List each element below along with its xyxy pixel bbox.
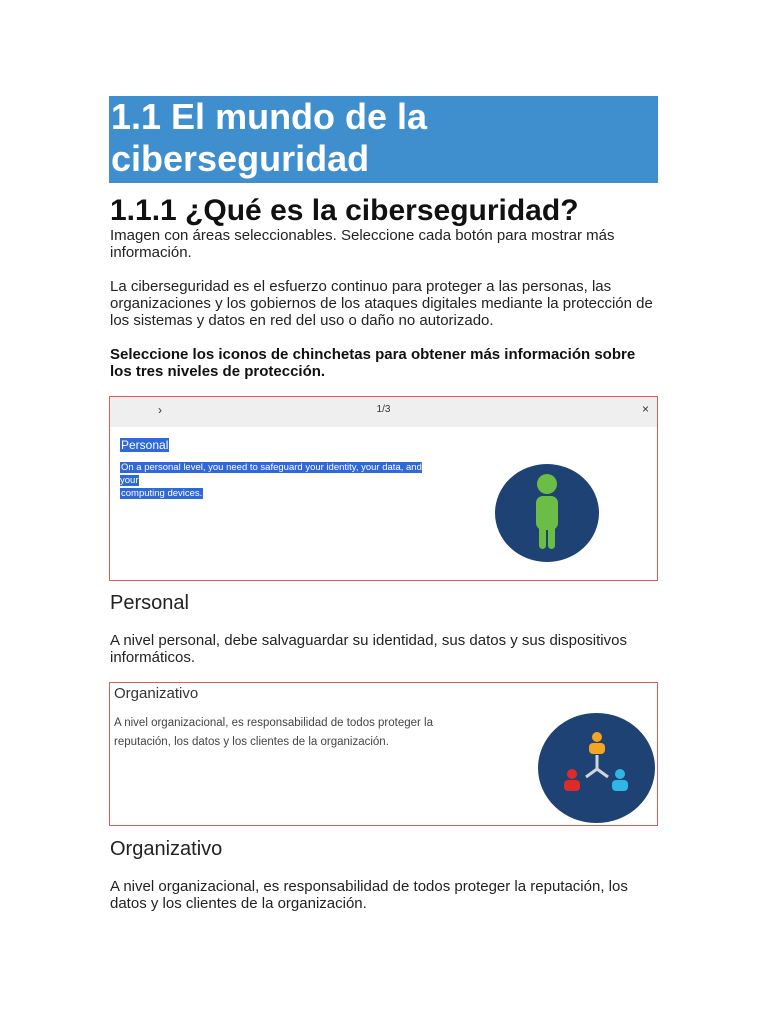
org-panel-title: Organizativo <box>114 685 199 702</box>
organization-network-icon <box>538 713 655 823</box>
slide-counter: 1/3 <box>376 404 391 415</box>
page-title: 1.1 El mundo de la ciberseguridad <box>111 96 428 179</box>
slide-toolbar <box>110 397 657 427</box>
organizativo-heading: Organizativo <box>110 838 223 860</box>
person-icon <box>495 464 599 562</box>
title-banner <box>109 96 658 183</box>
personal-heading: Personal <box>110 592 189 614</box>
slide-body-line2: computing devices. <box>121 488 203 499</box>
slide-panel-organizativo <box>109 682 658 826</box>
slide-body <box>120 461 440 500</box>
instruction-paragraph: Seleccione los iconos de chinchetas para obtener más información sobre los tres niveles de protección. <box>110 346 636 380</box>
section-title: 1.1.1 ¿Qué es la ciberseguridad? <box>110 194 579 227</box>
chevron-right-icon[interactable]: › <box>158 403 162 417</box>
close-icon[interactable]: × <box>641 402 649 416</box>
slide-body-line1: On a personal level, you need to safeguard your identity, your data, and your <box>120 462 422 486</box>
organizativo-text: A nivel organizacional, es responsabilidad de todos proteger la reputación, los datos y los clientes de la organización. <box>110 878 628 912</box>
slide-panel-personal <box>109 396 658 581</box>
org-body-line1: A nivel organizacional, es responsabilidad de todos proteger la <box>114 717 434 729</box>
org-body-line2: reputación, los datos y los clientes de la organización. <box>114 736 389 748</box>
personal-text: A nivel personal, debe salvaguardar su identidad, sus datos y sus dispositivos informáticos. <box>110 632 627 666</box>
org-panel-body <box>114 714 464 752</box>
slide-title: Personal <box>121 438 169 452</box>
definition-paragraph: La ciberseguridad es el esfuerzo continuo para proteger a las personas, las organizaciones y los gobiernos de los ataques digitales mediante la protección de los sistemas y datos en red del uso o daño no autorizado. <box>110 278 653 329</box>
image-note: Imagen con áreas seleccionables. Seleccione cada botón para mostrar más información. <box>110 227 615 261</box>
